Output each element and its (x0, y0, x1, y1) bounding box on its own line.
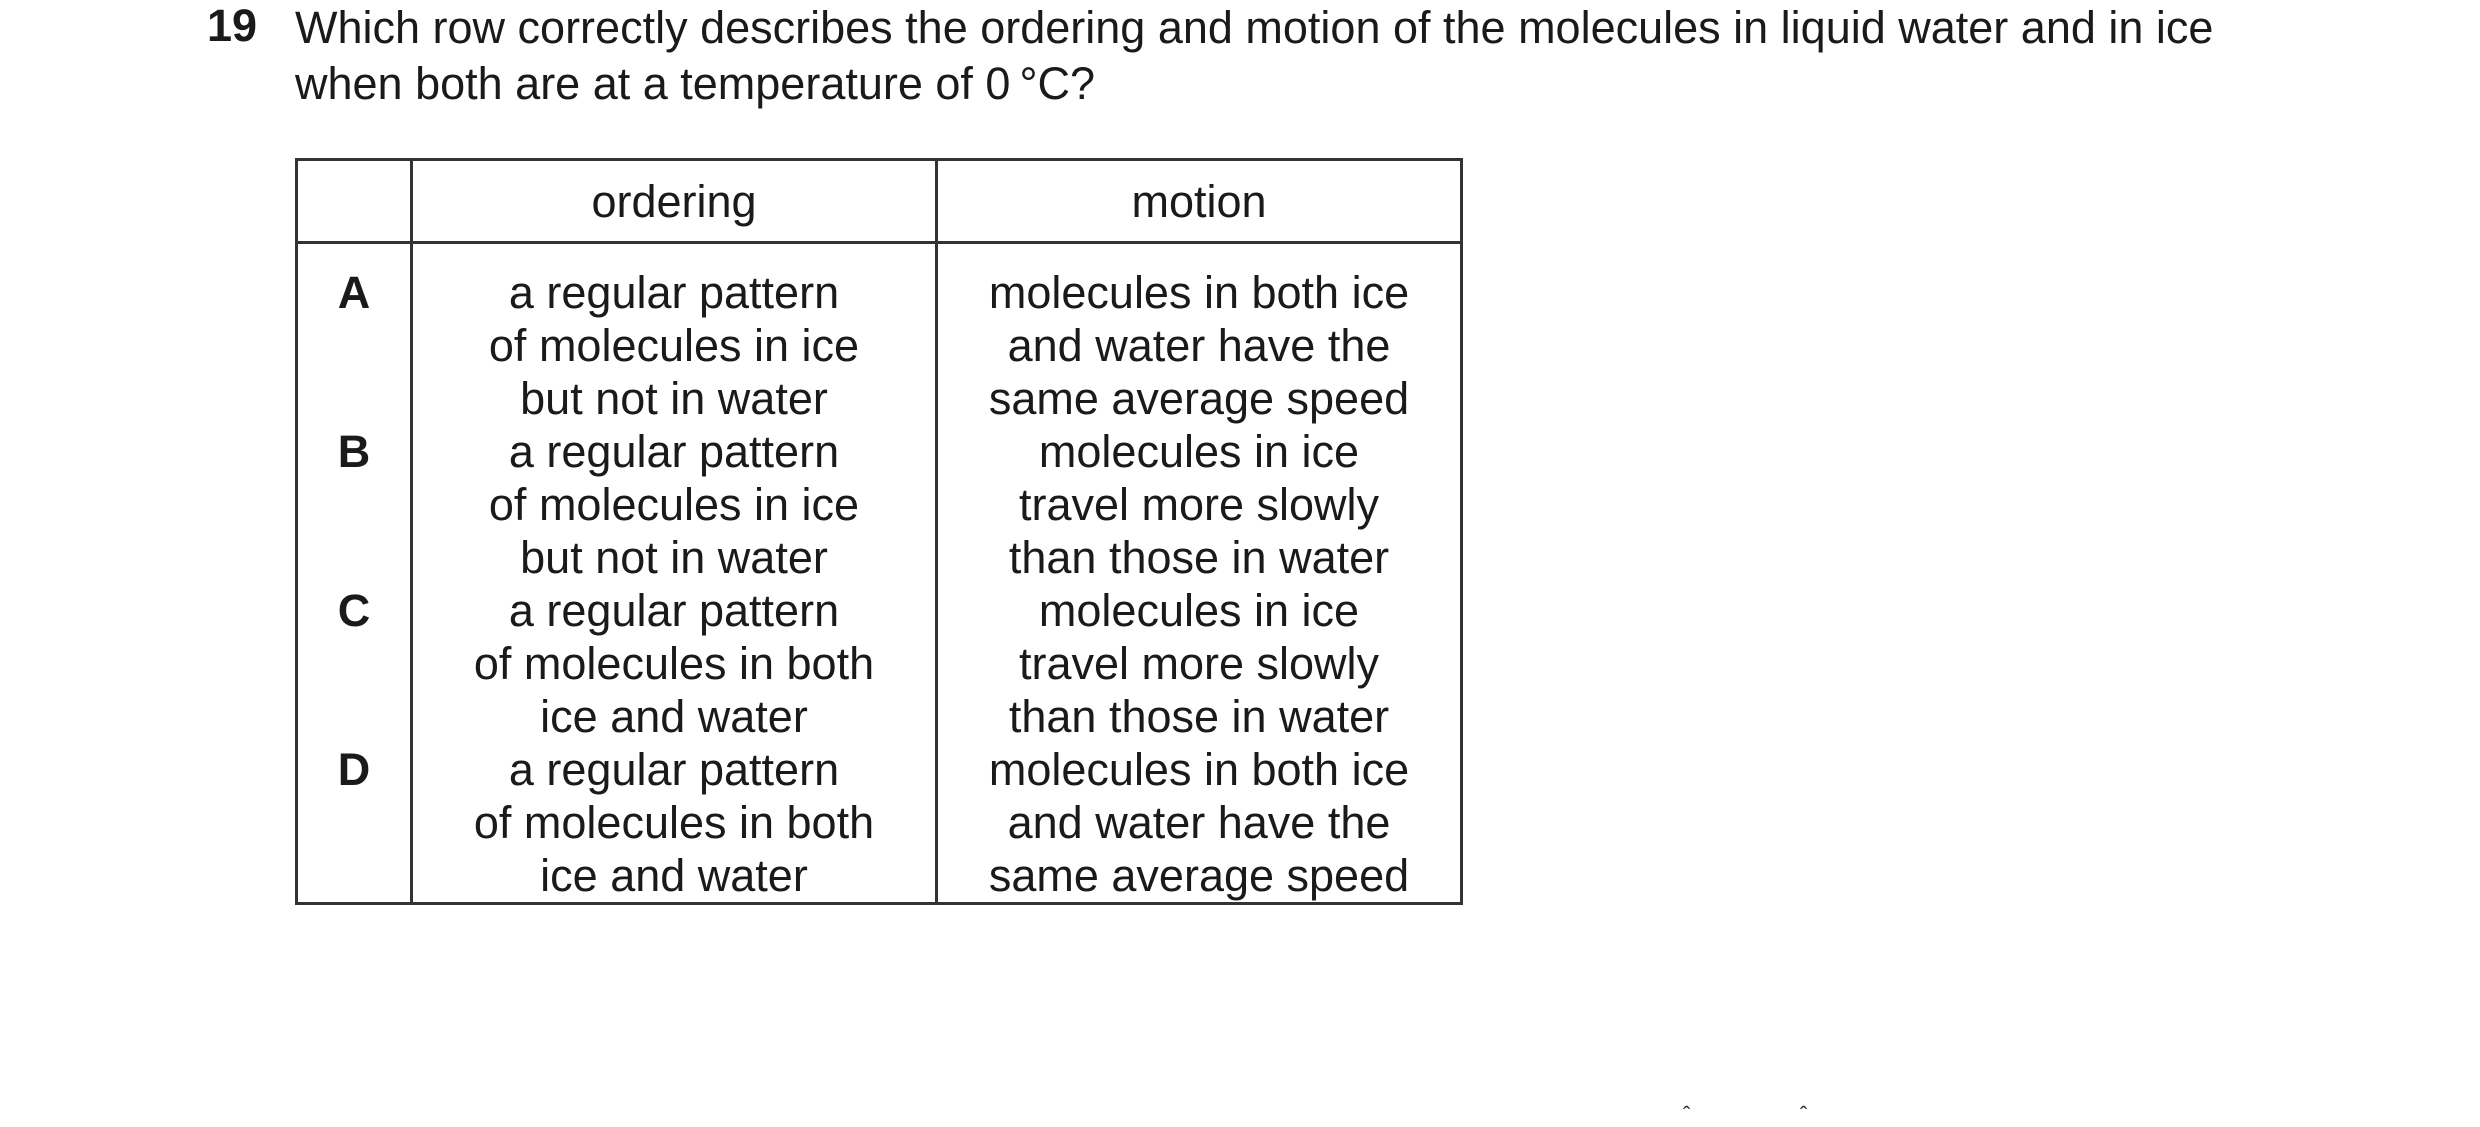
cell-line: molecules in both ice (988, 744, 1410, 795)
cell-line: but not in water (520, 532, 828, 583)
header-letter (297, 160, 412, 243)
cell-line: and water have the (1007, 320, 1391, 371)
table-header-row (297, 160, 1462, 243)
motion-cell (937, 243, 1462, 426)
table-row (297, 243, 1462, 426)
cell-line: than those in water (1008, 532, 1390, 583)
question-line: when both are at a temperature of 0 °C? (295, 58, 1095, 109)
cell-line: ice and water (540, 850, 808, 901)
motion-cell (937, 425, 1462, 584)
cell-line: of molecules in both (473, 797, 875, 848)
row-letter: A (297, 243, 412, 426)
ordering-cell (412, 243, 937, 426)
table-row (297, 425, 1462, 584)
cell-line: same average speed (988, 850, 1410, 901)
table-row (297, 743, 1462, 904)
ordering-cell (412, 584, 937, 743)
header-ordering: ordering (412, 160, 937, 243)
question-text (295, 0, 2355, 112)
cell-line: travel more slowly (1018, 638, 1380, 689)
cell-line: same average speed (988, 373, 1410, 424)
ordering-cell (412, 425, 937, 584)
motion-cell (937, 584, 1462, 743)
cell-line: a regular pattern (508, 744, 840, 795)
cell-line: but not in water (520, 373, 828, 424)
clipped-mark: ˆ (1683, 1102, 1691, 1127)
clipped-mark: ˆ (1800, 1102, 1808, 1127)
row-letter: D (297, 743, 412, 904)
cell-line: of molecules in ice (488, 320, 860, 371)
row-letter: C (297, 584, 412, 743)
motion-cell (937, 743, 1462, 904)
cell-line: of molecules in ice (488, 479, 860, 530)
cell-line: molecules in ice (1038, 585, 1360, 636)
row-letter: B (297, 425, 412, 584)
cell-line: than those in water (1008, 691, 1390, 742)
cell-line: molecules in ice (1038, 426, 1360, 477)
answer-table (295, 158, 1463, 905)
cell-line: of molecules in both (473, 638, 875, 689)
header-motion: motion (937, 160, 1462, 243)
cell-line: travel more slowly (1018, 479, 1380, 530)
cell-line: a regular pattern (508, 585, 840, 636)
question-line: Which row correctly describes the ordering and motion of the molecules in liquid water and in ice (295, 2, 2214, 53)
cell-line: a regular pattern (508, 426, 840, 477)
cell-line: a regular pattern (508, 267, 840, 318)
cell-line: and water have the (1007, 797, 1391, 848)
cell-line: molecules in both ice (988, 267, 1410, 318)
cell-line: ice and water (540, 691, 808, 742)
table-row (297, 584, 1462, 743)
question-number: 19 (207, 0, 258, 51)
ordering-cell (412, 743, 937, 904)
